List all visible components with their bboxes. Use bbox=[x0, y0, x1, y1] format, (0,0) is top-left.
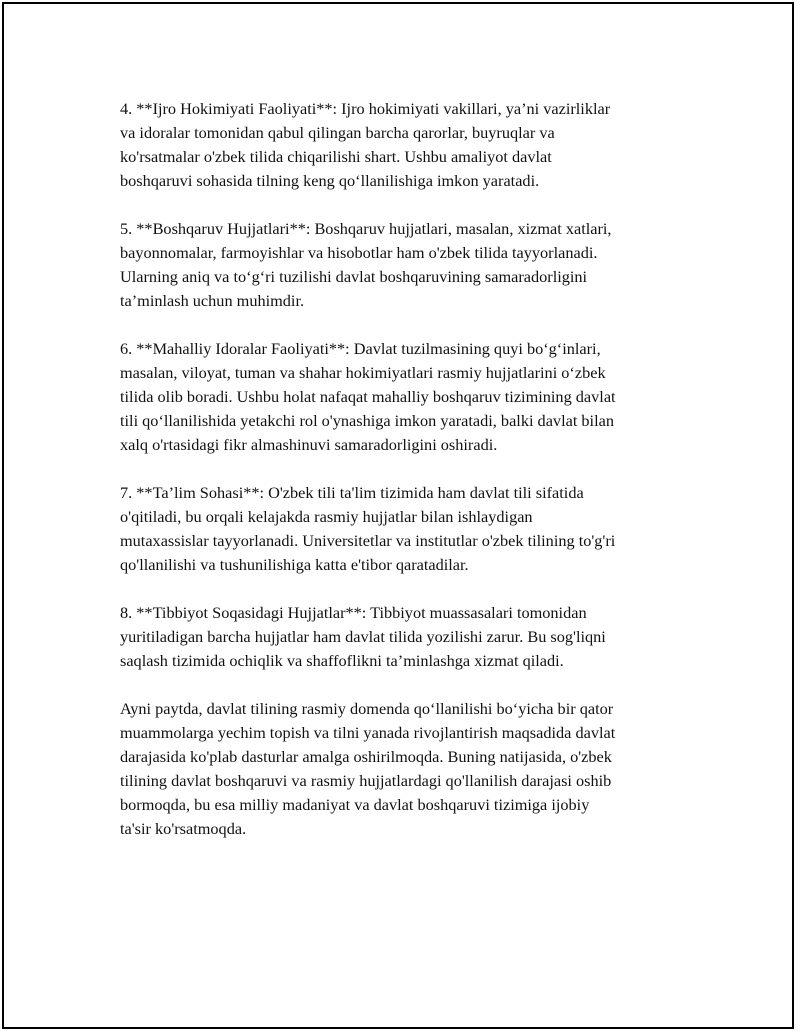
text-line: 5. **Boshqaruv Hujjatlari**: Boshqaruv hujjatlari, masalan, xizmat xatlari, bbox=[120, 219, 612, 238]
text-line: Ularning aniq va to‘g‘ri tuzilishi davlat boshqaruvining samaradorligini bbox=[120, 267, 588, 286]
text-line: saqlash tizimida ochiqlik va shaffoflikni ta’minlashga xizmat qiladi. bbox=[120, 651, 564, 670]
paragraph-tibbiyot-hujjatlar bbox=[120, 601, 700, 673]
text-line: muammolarga yechim topish va tilni yanada rivojlantirish maqsadida davlat bbox=[120, 723, 616, 742]
text-line: tilining davlat boshqaruvi va rasmiy hujjatlardagi qo'llanilish darajasi oshib bbox=[120, 771, 612, 790]
text-line: o'qitiladi, bu orqali kelajakda rasmiy hujjatlar bilan ishlaydigan bbox=[120, 507, 533, 526]
text-line: yuritiladigan barcha hujjatlar ham davlat tilida yozilishi zarur. Bu sog'liqni bbox=[120, 627, 606, 646]
text-line: 4. **Ijro Hokimiyati Faoliyati**: Ijro hokimiyati vakillari, ya’ni vazirliklar bbox=[120, 99, 611, 118]
text-line: qo'llanilishi va tushunilishiga katta e'tibor qaratadilar. bbox=[120, 555, 469, 574]
document-body bbox=[120, 97, 700, 865]
paragraph-boshqaruv-hujjatlari bbox=[120, 217, 700, 313]
text-line: bormoqda, bu esa milliy madaniyat va davlat boshqaruvi tizimiga ijobiy bbox=[120, 795, 590, 814]
text-line: darajasida ko'plab dasturlar amalga oshirilmoqda. Buning natijasida, o'zbek bbox=[120, 747, 612, 766]
text-line: mutaxassislar tayyorlanadi. Universitetlar va institutlar o'zbek tilining to'g'ri bbox=[120, 531, 616, 550]
paragraph-ijro-hokimiyati bbox=[120, 97, 700, 193]
text-line: tilida olib boradi. Ushbu holat nafaqat mahalliy boshqaruv tizimining davlat bbox=[120, 387, 616, 406]
text-line: 7. **Ta’lim Sohasi**: O'zbek tili ta'lim tizimida ham davlat tili sifatida bbox=[120, 483, 584, 502]
text-line: tili qo‘llanilishida yetakchi rol o'ynashiga imkon yaratadi, balki davlat bilan bbox=[120, 411, 614, 430]
text-line: ta'sir ko'rsatmoqda. bbox=[120, 819, 247, 838]
text-line: xalq o'rtasidagi fikr almashinuvi samaradorligini oshiradi. bbox=[120, 435, 498, 454]
paragraph-talim-sohasi bbox=[120, 481, 700, 577]
text-line: ko'rsatmalar o'zbek tilida chiqarilishi shart. Ushbu amaliyot davlat bbox=[120, 147, 552, 166]
paragraph-mahalliy-idoralar bbox=[120, 337, 700, 457]
document-page bbox=[2, 2, 794, 1029]
paragraph-conclusion bbox=[120, 697, 700, 841]
text-line: Ayni paytda, davlat tilining rasmiy domenda qo‘llanilishi bo‘yicha bir qator bbox=[120, 699, 614, 718]
text-line: boshqaruvi sohasida tilning keng qo‘llanilishiga imkon yaratadi. bbox=[120, 171, 540, 190]
text-line: masalan, viloyat, tuman va shahar hokimiyatlari rasmiy hujjatlarini o‘zbek bbox=[120, 363, 606, 382]
text-line: ta’minlash uchun muhimdir. bbox=[120, 291, 305, 310]
text-line: 8. **Tibbiyot Soqasidagi Hujjatlar**: Tibbiyot muassasalari tomonidan bbox=[120, 603, 587, 622]
text-line: va idoralar tomonidan qabul qilingan barcha qarorlar, buyruqlar va bbox=[120, 123, 555, 142]
text-line: 6. **Mahalliy Idoralar Faoliyati**: Davlat tuzilmasining quyi bo‘g‘inlari, bbox=[120, 339, 601, 358]
text-line: bayonnomalar, farmoyishlar va hisobotlar ham o'zbek tilida tayyorlanadi. bbox=[120, 243, 598, 262]
